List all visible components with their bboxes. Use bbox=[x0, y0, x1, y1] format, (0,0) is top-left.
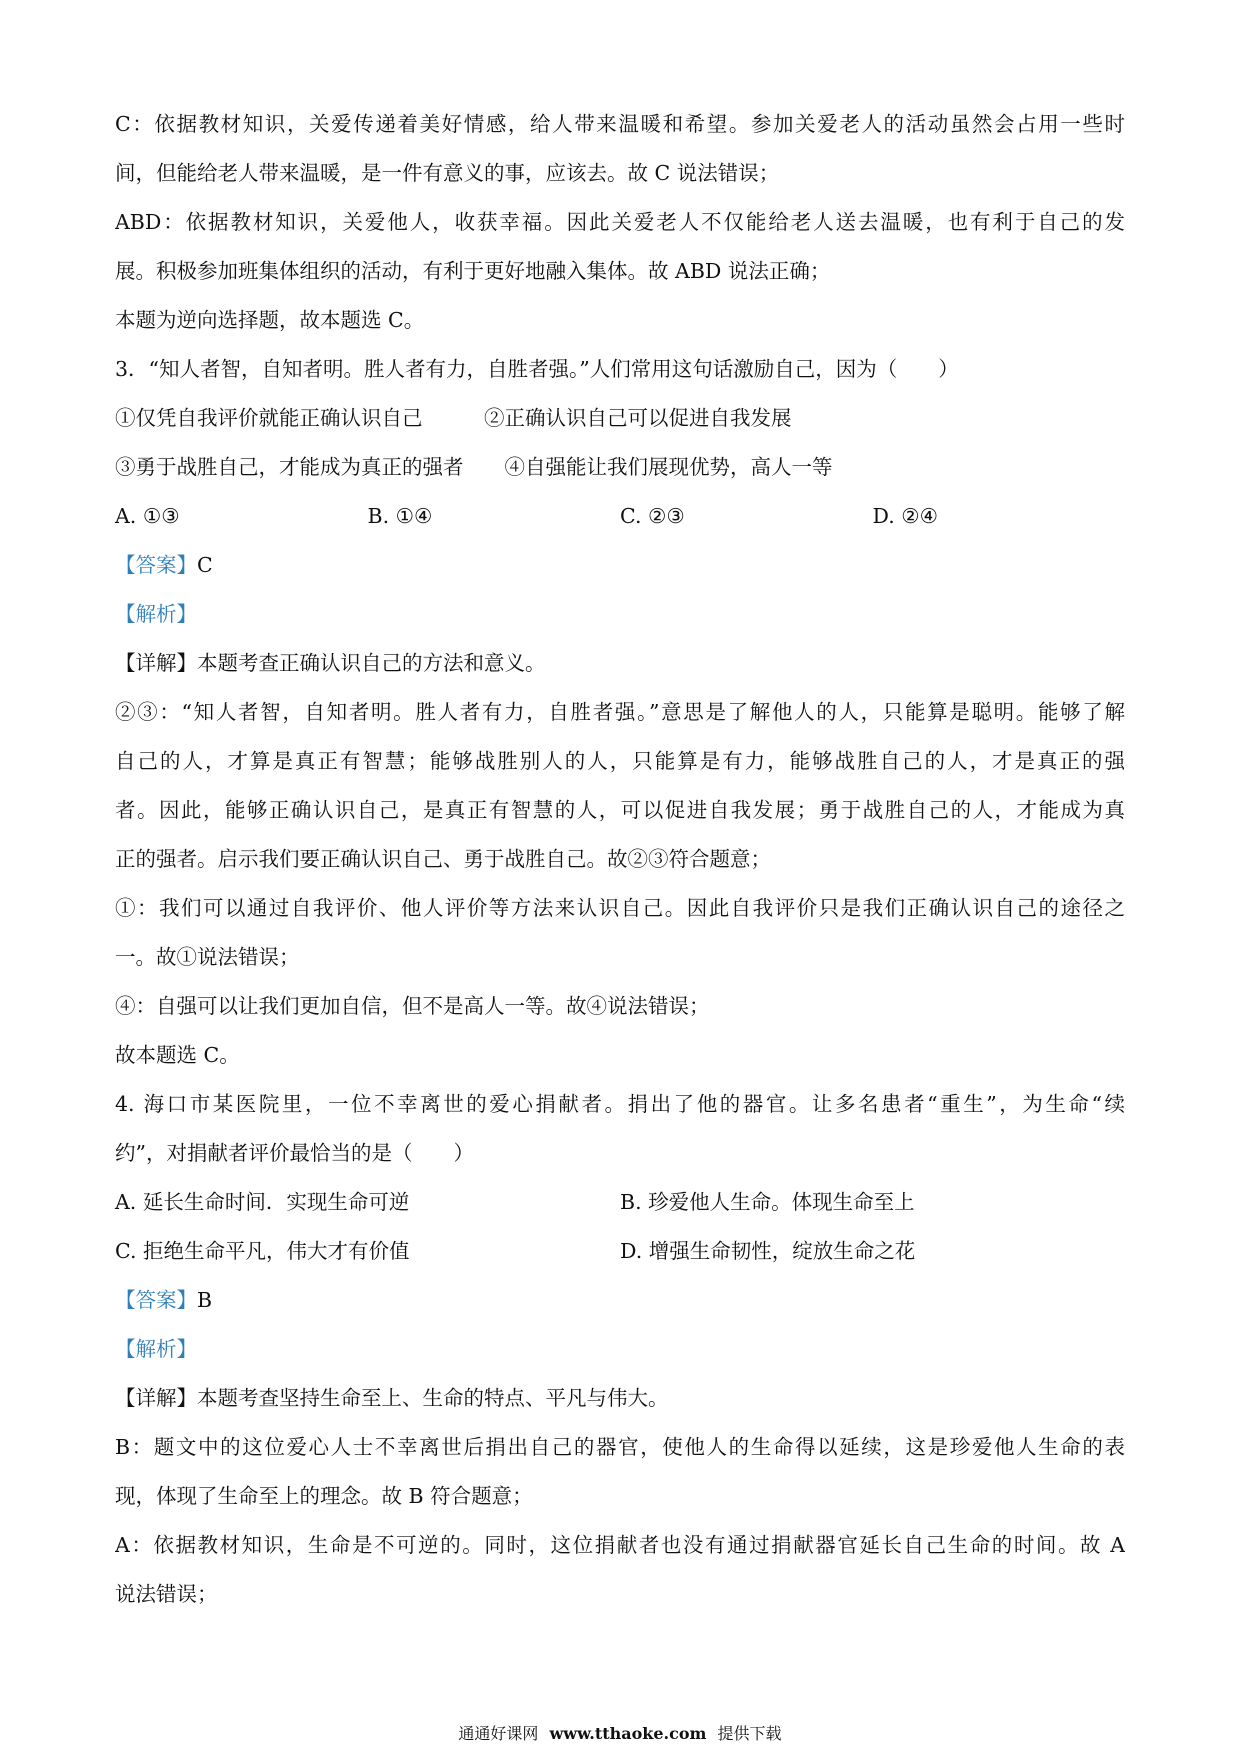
q3-option-b: B. ①④ bbox=[367, 504, 433, 528]
q4-pb-line-2: 现，体现了生命至上的理念。故 B 符合题意； bbox=[115, 1484, 533, 1508]
document-body bbox=[115, 100, 1125, 1619]
q3-p1-line-2: 自己的人，才算是真正有智慧；能够战胜别人的人，只能算是有力，能够战胜自己的人，才是真正的强 bbox=[115, 749, 1125, 773]
q3-analysis bbox=[115, 590, 1125, 639]
q3-p2-line-2: 一。故①说法错误； bbox=[115, 945, 300, 969]
para-c-line-2: 间，但能给老人带来温暖，是一件有意义的事，应该去。故 C 说法错误； bbox=[115, 161, 780, 185]
q3-detail-tag: 【详解】 bbox=[115, 651, 197, 675]
q3-answer bbox=[115, 541, 1125, 590]
q4-answer-value: B bbox=[197, 1288, 213, 1312]
q3-option-a: A. ①③ bbox=[115, 504, 180, 528]
q3-answer-value: C bbox=[197, 553, 213, 577]
q3-detail-text: 本题考查正确认识自己的方法和意义。 bbox=[197, 651, 546, 675]
q4-option-b: B. 珍爱他人生命。体现生命至上 bbox=[620, 1190, 915, 1214]
q3-p2-line-1: ①：我们可以通过自我评价、他人评价等方法来认识自己。因此自我评价只是我们正确认识自己的途径之 bbox=[115, 896, 1125, 920]
q3-options bbox=[115, 492, 1125, 541]
q3-p1-line-3: 者。因此，能够正确认识自己，是真正有智慧的人，可以促进自我发展；勇于战胜自己的人，才能成为真 bbox=[115, 798, 1125, 822]
q3-items-row-2: ③勇于战胜自己，才能成为真正的强者 ④自强能让我们展现优势，高人一等 bbox=[115, 455, 833, 479]
q4-detail-tag: 【详解】 bbox=[115, 1386, 197, 1410]
footer-site-url[interactable]: www.tthaoke.com bbox=[549, 1724, 707, 1743]
q4-stem-line-1: 4. 海口市某医院里，一位不幸离世的爱心捐献者。捐出了他的器官。让多名患者“重生”，为生命“续 bbox=[115, 1092, 1125, 1116]
q4-pa-line-1: A：依据教材知识，生命是不可逆的。同时，这位捐献者也没有通过捐献器官延长自己生命的时间。故 A bbox=[115, 1533, 1125, 1557]
q3-items-row-1: ①仅凭自我评价就能正确认识自己 ②正确认识自己可以促进自我发展 bbox=[115, 406, 792, 430]
q4-answer-tag: 【答案】 bbox=[115, 1288, 197, 1312]
page-footer bbox=[0, 1722, 1240, 1746]
q4-option-a: A. 延长生命时间．实现生命可逆 bbox=[115, 1190, 410, 1214]
q3-detail bbox=[115, 639, 1125, 688]
para-c-line-1: C：依据教材知识，关爱传递着美好情感，给人带来温暖和希望。参加关爱老人的活动虽然会占用一些时 bbox=[115, 112, 1125, 136]
q3-p3: ④：自强可以让我们更加自信，但不是高人一等。故④说法错误； bbox=[115, 994, 710, 1018]
q4-answer bbox=[115, 1276, 1125, 1325]
q3-p1-line-4: 正的强者。启示我们要正确认识自己、勇于战胜自己。故②③符合题意； bbox=[115, 847, 771, 871]
q4-options-row-2 bbox=[115, 1227, 1125, 1276]
q4-stem-line-2: 约”，对捐献者评价最恰当的是（ ） bbox=[115, 1141, 474, 1165]
q3-option-d: D. ②④ bbox=[872, 504, 938, 528]
q4-analysis-tag: 【解析】 bbox=[115, 1337, 197, 1361]
q4-detail-text: 本题考查坚持生命至上、生命的特点、平凡与伟大。 bbox=[197, 1386, 669, 1410]
q4-analysis bbox=[115, 1325, 1125, 1374]
para-abd-line-2: 展。积极参加班集体组织的活动，有利于更好地融入集体。故 ABD 说法正确； bbox=[115, 259, 831, 283]
q4-option-c: C. 拒绝生命平凡，伟大才有价值 bbox=[115, 1239, 410, 1263]
q3-answer-tag: 【答案】 bbox=[115, 553, 197, 577]
q4-pa-line-2: 说法错误； bbox=[115, 1582, 218, 1606]
q3-stem: 3．“知人者智，自知者明。胜人者有力，自胜者强。”人们常用这句话激励自己，因为（ ） bbox=[115, 357, 959, 381]
q4-options-row-1 bbox=[115, 1178, 1125, 1227]
footer-site-name: 通通好课网 bbox=[458, 1724, 539, 1743]
q3-p1-line-1: ②③：“知人者智，自知者明。胜人者有力，自胜者强。”意思是了解他人的人，只能算是聪明。能够了解 bbox=[115, 700, 1125, 724]
para-abd-line-1: ABD：依据教材知识，关爱他人，收获幸福。因此关爱老人不仅能给老人送去温暖，也有利于自己的发 bbox=[115, 210, 1125, 234]
q3-analysis-tag: 【解析】 bbox=[115, 602, 197, 626]
q3-conclusion: 故本题选 C。 bbox=[115, 1043, 240, 1067]
q3-option-c: C. ②③ bbox=[620, 504, 685, 528]
para-reverse-conclusion: 本题为逆向选择题，故本题选 C。 bbox=[115, 308, 425, 332]
q4-detail bbox=[115, 1374, 1125, 1423]
footer-note: 提供下载 bbox=[717, 1724, 782, 1743]
q4-pb-line-1: B：题文中的这位爱心人士不幸离世后捐出自己的器官，使他人的生命得以延续，这是珍爱他人生命的表 bbox=[115, 1435, 1125, 1459]
q4-option-d: D. 增强生命韧性，绽放生命之花 bbox=[620, 1239, 916, 1263]
